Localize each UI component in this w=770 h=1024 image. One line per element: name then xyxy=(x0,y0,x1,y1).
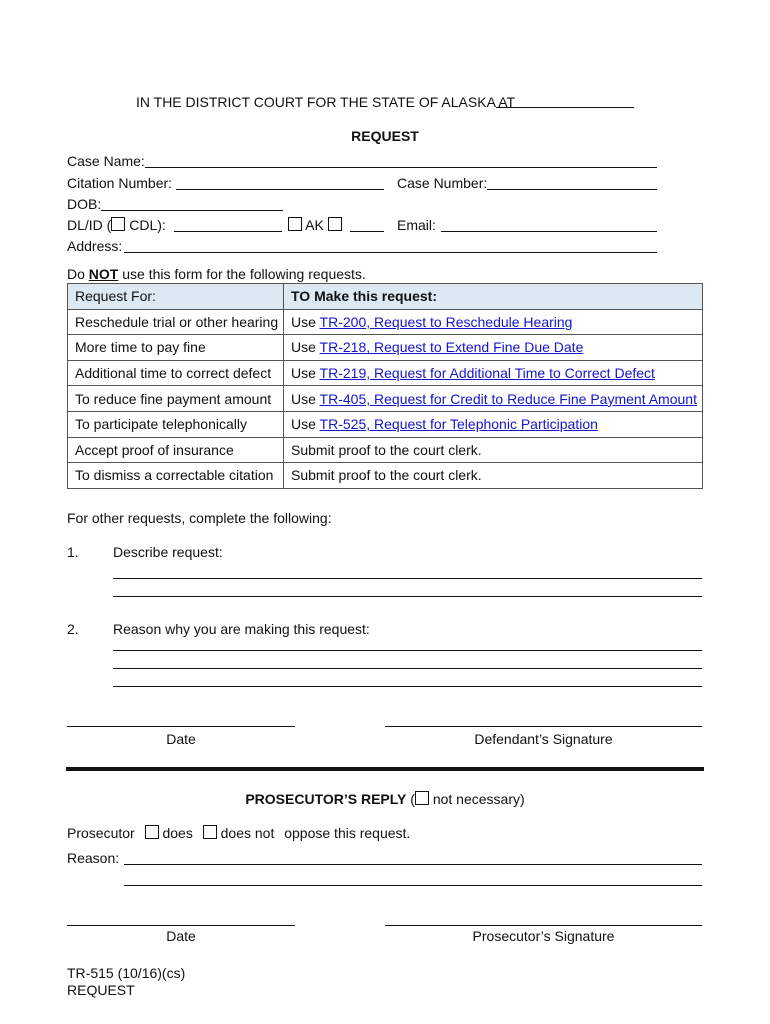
reason-line-3[interactable] xyxy=(113,686,702,687)
does-checkbox[interactable] xyxy=(145,825,159,839)
prosecutor-reason-line-2[interactable] xyxy=(124,885,702,886)
request-for-cell: To dismiss a correctable citation xyxy=(68,463,284,489)
case-number-field[interactable] xyxy=(487,189,657,190)
email-label: Email: xyxy=(397,217,436,233)
address-label: Address: xyxy=(67,238,123,254)
form-link[interactable]: TR-218, Request to Extend Fine Due Date xyxy=(319,339,584,356)
request-for-cell: To reduce fine payment amount xyxy=(68,386,284,412)
does-not-checkbox[interactable] xyxy=(203,825,217,839)
prosecutor-date-label: Date xyxy=(166,928,196,944)
table-header-row xyxy=(68,284,703,310)
does-not-label: does not xyxy=(220,825,275,841)
instruction-cell xyxy=(284,360,703,386)
dlid-label: DL/ID ( xyxy=(67,217,112,233)
item-2-number: 2. xyxy=(67,621,79,637)
form-link[interactable]: TR-200, Request to Reschedule Hearing xyxy=(319,313,573,330)
item-1-label: Describe request: xyxy=(113,544,223,560)
form-link[interactable]: TR-219, Request for Additional Time to Correct Defect xyxy=(319,365,655,382)
does-label: does xyxy=(162,825,193,841)
form-link[interactable]: TR-405, Request for Credit to Reduce Fine Payment Amount xyxy=(319,390,697,407)
instruction-cell xyxy=(284,463,703,489)
defendant-date-label: Date xyxy=(166,731,196,747)
section-divider xyxy=(66,767,704,771)
table-row xyxy=(68,463,703,489)
reason-line-2[interactable] xyxy=(113,668,702,669)
header-request-for: Request For: xyxy=(68,284,284,310)
prosecutor-reason-label: Reason: xyxy=(67,850,120,866)
table-row xyxy=(68,411,703,437)
prosecutor-label: Prosecutor xyxy=(67,825,135,841)
court-line: IN THE DISTRICT COURT FOR THE STATE OF ALASKA AT xyxy=(136,94,516,110)
describe-request-line-1[interactable] xyxy=(113,578,702,579)
dob-field[interactable] xyxy=(101,210,283,211)
prosecutor-date-line[interactable] xyxy=(67,925,295,926)
form-title: REQUEST xyxy=(351,128,419,144)
table-row xyxy=(68,335,703,361)
other-requests-intro: For other requests, complete the following: xyxy=(67,510,332,526)
item-1-number: 1. xyxy=(67,544,79,560)
table-row xyxy=(68,360,703,386)
describe-request-line-2[interactable] xyxy=(113,596,702,597)
instruction-cell xyxy=(284,335,703,361)
citation-number-label: Citation Number: xyxy=(67,175,173,191)
cdl-label: CDL): xyxy=(129,217,166,233)
dob-label: DOB: xyxy=(67,196,102,212)
other-state-field[interactable] xyxy=(350,231,384,232)
form-link[interactable]: TR-525, Request for Telephonic Participation xyxy=(319,416,598,433)
prosecutor-signature-label: Prosecutor’s Signature xyxy=(472,928,615,944)
dlid-row xyxy=(67,217,166,233)
instruction-cell xyxy=(284,411,703,437)
header-to-make: TO Make this request: xyxy=(284,284,703,310)
court-location-line[interactable] xyxy=(496,107,634,108)
table-row xyxy=(68,386,703,412)
reason-line-1[interactable] xyxy=(113,650,702,651)
address-field[interactable] xyxy=(124,252,657,253)
ak-checkbox[interactable] xyxy=(288,217,302,231)
ak-label: AK xyxy=(305,217,324,233)
other-state-checkbox[interactable] xyxy=(328,217,342,231)
instruction-cell xyxy=(284,386,703,412)
instruction-text: Submit proof to the court clerk. xyxy=(291,441,482,458)
form-id: TR-515 (10/16)(cs) xyxy=(67,965,186,981)
use-text: Use xyxy=(291,365,320,382)
email-field[interactable] xyxy=(441,231,657,232)
item-2-label: Reason why you are making this request: xyxy=(113,621,370,637)
use-text: Use xyxy=(291,339,320,356)
request-for-cell: To participate telephonically xyxy=(68,411,284,437)
use-text: Use xyxy=(291,313,320,330)
ak-group xyxy=(288,217,342,233)
use-text: Use xyxy=(291,416,320,433)
prosecutor-signature-line[interactable] xyxy=(385,925,702,926)
instruction-cell xyxy=(284,437,703,463)
do-not-notice: Do NOT use this form for the following requests. xyxy=(67,266,366,282)
request-table xyxy=(67,283,703,489)
instruction-text: Submit proof to the court clerk. xyxy=(291,467,482,484)
table-row xyxy=(68,437,703,463)
defendant-signature-line[interactable] xyxy=(385,726,702,727)
not-emphasis: NOT xyxy=(88,266,119,282)
prosecutor-reason-line-1[interactable] xyxy=(124,864,702,865)
request-for-cell: Accept proof of insurance xyxy=(68,437,284,463)
prosecutor-oppose-row xyxy=(67,825,410,841)
dlid-field[interactable] xyxy=(174,231,282,232)
defendant-date-line[interactable] xyxy=(67,726,295,727)
request-for-cell: Reschedule trial or other hearing xyxy=(68,309,284,335)
citation-number-field[interactable] xyxy=(176,189,384,190)
case-number-label: Case Number: xyxy=(397,175,488,191)
case-name-field[interactable] xyxy=(145,167,657,168)
instruction-cell xyxy=(284,309,703,335)
cdl-checkbox[interactable] xyxy=(111,217,125,231)
form-name: REQUEST xyxy=(67,982,135,998)
not-necessary-checkbox[interactable] xyxy=(415,791,429,805)
defendant-signature-label: Defendant’s Signature xyxy=(474,731,613,747)
use-text: Use xyxy=(291,390,320,407)
request-for-cell: Additional time to correct defect xyxy=(68,360,284,386)
table-row xyxy=(68,309,703,335)
case-name-label: Case Name: xyxy=(67,153,145,169)
oppose-text: oppose this request. xyxy=(284,825,411,841)
prosecutor-reply-heading: PROSECUTOR’S REPLY ( not necessary) xyxy=(245,791,525,807)
request-for-cell: More time to pay fine xyxy=(68,335,284,361)
